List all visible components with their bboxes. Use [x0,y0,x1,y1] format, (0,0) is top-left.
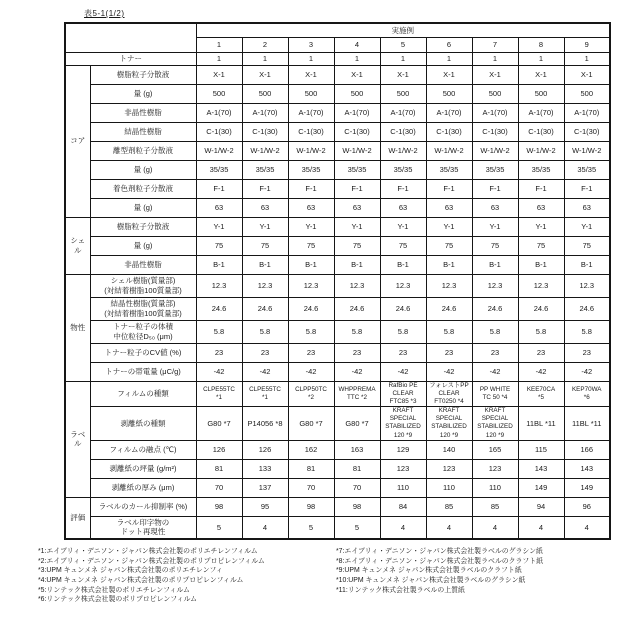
data-value: 11BL *11 [518,407,564,441]
row-label: トナーの帯電量 (μC/g) [90,362,196,381]
data-value: KEE70CA *5 [518,381,564,407]
column-number: 4 [334,37,380,52]
data-value: 5.8 [380,320,426,343]
table-row [65,343,610,362]
data-value: 35/35 [472,160,518,179]
group-label: 物性 [65,274,90,381]
row-label: 着色剤粒子分散液 [90,179,196,198]
data-value: 12.3 [242,274,288,297]
data-value: C-1(30) [242,122,288,141]
data-value: 70 [288,478,334,497]
column-number: 2 [242,37,288,52]
data-value: F-1 [334,179,380,198]
data-value: -42 [334,362,380,381]
data-value: 11BL *11 [564,407,610,441]
data-value: 63 [518,198,564,217]
data-value: 24.6 [518,297,564,320]
data-value: 63 [334,198,380,217]
row-label: フィルムの種類 [90,381,196,407]
data-value: A-1(70) [242,103,288,122]
data-value: KRAFT SPECIAL STABILIZED 120 *9 [472,407,518,441]
data-value: F-1 [564,179,610,198]
data-value: -42 [288,362,334,381]
footnote: *2:エイブリィ・デニソン・ジャパン株式会社製のポリプロピレンフィルム [38,557,265,565]
experiment-header: 実施例 [196,23,610,37]
data-value: 23 [564,343,610,362]
footnote: *11:リンテック株式会社製ラベルの上質紙 [336,586,465,594]
row-label: 離型剤粒子分散液 [90,141,196,160]
data-value: 63 [472,198,518,217]
data-value: -42 [426,362,472,381]
data-value: 115 [518,440,564,459]
data-value: F-1 [472,179,518,198]
row-label: トナー粒子のCV値 (%) [90,343,196,362]
data-value: P14056 *8 [242,407,288,441]
data-value: 166 [564,440,610,459]
data-value: W-1/W-2 [518,141,564,160]
table-row [65,381,610,407]
data-value: 63 [564,198,610,217]
patent-table [64,22,611,540]
data-value: 75 [196,236,242,255]
data-value: 35/35 [242,160,288,179]
data-value: 110 [472,478,518,497]
footnote: *6:リンテック株式会社製のポリプロピレンフィルム [38,596,198,604]
data-value: Y-1 [196,217,242,236]
data-value: W-1/W-2 [242,141,288,160]
data-value: 35/35 [564,160,610,179]
data-value: -42 [196,362,242,381]
table-row [65,516,610,539]
data-value: F-1 [380,179,426,198]
data-value: 500 [564,84,610,103]
corner-cell [65,23,196,52]
table-title: 表5-1(1/2) [84,9,125,18]
data-value: 95 [242,497,288,516]
data-value: 110 [380,478,426,497]
data-value: 70 [334,478,380,497]
data-value: 143 [518,459,564,478]
data-value: 63 [426,198,472,217]
table-row [65,23,610,37]
data-value: 500 [288,84,334,103]
data-value: 149 [518,478,564,497]
data-value: C-1(30) [288,122,334,141]
data-value: 123 [426,459,472,478]
data-value: 500 [380,84,426,103]
data-value: 35/35 [380,160,426,179]
data-value: X-1 [426,65,472,84]
data-value: B-1 [334,255,380,274]
data-value: 81 [334,459,380,478]
data-value: 500 [426,84,472,103]
data-value: 12.3 [380,274,426,297]
data-value: 85 [426,497,472,516]
data-value: 12.3 [472,274,518,297]
row-label: 非晶性樹脂 [90,255,196,274]
table-body [65,23,610,539]
toner-value: 1 [196,52,242,65]
data-value: KRAFT SPECIAL STABILIZED 120 *9 [426,407,472,441]
data-value: 24.6 [288,297,334,320]
table-row [65,103,610,122]
data-value: 75 [288,236,334,255]
data-value: KEP70WA *6 [564,381,610,407]
data-value: 35/35 [196,160,242,179]
data-value: 35/35 [518,160,564,179]
data-value: 126 [196,440,242,459]
data-value: 143 [564,459,610,478]
data-value: W-1/W-2 [564,141,610,160]
data-value: 75 [380,236,426,255]
data-value: X-1 [380,65,426,84]
data-value: C-1(30) [380,122,426,141]
table-row [65,236,610,255]
data-value: 75 [242,236,288,255]
data-value: 149 [564,478,610,497]
data-value: C-1(30) [564,122,610,141]
data-value: A-1(70) [518,103,564,122]
data-value: 23 [242,343,288,362]
data-value: 4 [564,516,610,539]
data-value: B-1 [472,255,518,274]
data-value: CLPE55TC *1 [196,381,242,407]
data-value: B-1 [518,255,564,274]
data-value: W-1/W-2 [380,141,426,160]
data-value: 23 [334,343,380,362]
data-value: A-1(70) [426,103,472,122]
table-row [65,497,610,516]
table-row [65,65,610,84]
data-value: F-1 [196,179,242,198]
data-value: 5.8 [196,320,242,343]
row-label: 非晶性樹脂 [90,103,196,122]
toner-value: 1 [426,52,472,65]
data-value: 500 [242,84,288,103]
data-value: 123 [472,459,518,478]
toner-value: 1 [380,52,426,65]
data-value: Y-1 [564,217,610,236]
data-value: 63 [288,198,334,217]
data-value: 165 [472,440,518,459]
toner-value: 1 [518,52,564,65]
table-row [65,407,610,441]
data-value: W-1/W-2 [334,141,380,160]
data-value: C-1(30) [518,122,564,141]
data-value: Y-1 [334,217,380,236]
table-row [65,362,610,381]
column-number: 5 [380,37,426,52]
data-value: A-1(70) [288,103,334,122]
row-label: 結晶性樹脂(質量部) (対結着樹脂100質量部) [90,297,196,320]
data-value: 23 [380,343,426,362]
data-value: 75 [472,236,518,255]
data-value: X-1 [334,65,380,84]
toner-value: 1 [472,52,518,65]
data-value: 163 [334,440,380,459]
data-value: PP WHITE TC 50 *4 [472,381,518,407]
data-value: W-1/W-2 [426,141,472,160]
column-number: 3 [288,37,334,52]
data-value: 140 [426,440,472,459]
data-value: 35/35 [426,160,472,179]
row-label: 量 (g) [90,236,196,255]
data-value: 35/35 [334,160,380,179]
toner-value: 1 [242,52,288,65]
table-row [65,52,610,65]
data-value: F-1 [426,179,472,198]
data-value: 24.6 [242,297,288,320]
footnotes-right [336,547,543,605]
data-value: F-1 [242,179,288,198]
toner-value: 1 [564,52,610,65]
table-row [65,84,610,103]
data-value: B-1 [196,255,242,274]
data-value: 24.6 [380,297,426,320]
data-value: 70 [196,478,242,497]
table-row [65,478,610,497]
group-label: シェル [65,217,90,274]
data-value: B-1 [380,255,426,274]
footnotes-left [38,547,326,605]
data-value: A-1(70) [472,103,518,122]
data-value: CLPP50TC *2 [288,381,334,407]
data-value: 24.6 [334,297,380,320]
data-value: -42 [242,362,288,381]
footnote: *1:エイブリィ・デニソン・ジャパン株式会社製のポリエチレンフィルム [38,548,258,556]
data-value: C-1(30) [196,122,242,141]
data-value: A-1(70) [380,103,426,122]
data-value: -42 [380,362,426,381]
group-label: ラベル [65,381,90,497]
data-value: Y-1 [426,217,472,236]
data-value: 4 [380,516,426,539]
table-row [65,179,610,198]
data-value: 12.3 [288,274,334,297]
data-value: X-1 [196,65,242,84]
data-value: W-1/W-2 [196,141,242,160]
data-value: A-1(70) [196,103,242,122]
data-value: F-1 [518,179,564,198]
row-label: 剥離紙の厚み (μm) [90,478,196,497]
data-value: -42 [518,362,564,381]
data-value: 94 [518,497,564,516]
data-value: 96 [564,497,610,516]
data-value: WHPPREMA TTC *2 [334,381,380,407]
data-value: W-1/W-2 [288,141,334,160]
data-value: 81 [196,459,242,478]
row-label: フィルムの融点 (℃) [90,440,196,459]
data-value: 5 [196,516,242,539]
data-value: G80 *7 [288,407,334,441]
data-value: 98 [288,497,334,516]
column-number: 7 [472,37,518,52]
footnote: *7:エイブリィ・デニソン・ジャパン株式会社製ラベルのグラシン紙 [336,548,543,556]
data-value: 63 [242,198,288,217]
data-value: B-1 [426,255,472,274]
row-label: 量 (g) [90,198,196,217]
data-value: 129 [380,440,426,459]
row-label: 樹脂粒子分散液 [90,217,196,236]
footnote: *10:UPM キュンメネ ジャパン株式会社製ラベルのグラシン紙 [336,576,526,584]
data-value: 5.8 [472,320,518,343]
table-row [65,440,610,459]
data-value: 23 [426,343,472,362]
data-value: 23 [472,343,518,362]
data-value: 133 [242,459,288,478]
data-value: X-1 [518,65,564,84]
row-label: シェル樹脂(質量部) (対結着樹脂100質量部) [90,274,196,297]
row-label-toner: トナー [65,52,196,65]
data-value: -42 [472,362,518,381]
data-value: X-1 [472,65,518,84]
data-value: 75 [426,236,472,255]
table-row [65,141,610,160]
table-row [65,459,610,478]
table-row [65,320,610,343]
data-value: 63 [196,198,242,217]
data-value: C-1(30) [334,122,380,141]
data-value: 24.6 [426,297,472,320]
data-value: X-1 [242,65,288,84]
data-value: B-1 [564,255,610,274]
data-value: Y-1 [472,217,518,236]
table-row [65,160,610,179]
column-number: 9 [564,37,610,52]
table-row [65,255,610,274]
data-value: -42 [564,362,610,381]
data-value: 500 [472,84,518,103]
data-value: 98 [334,497,380,516]
data-value: 24.6 [472,297,518,320]
data-value: B-1 [242,255,288,274]
toner-value: 1 [334,52,380,65]
data-value: 23 [288,343,334,362]
data-value: 500 [196,84,242,103]
data-value: 5 [288,516,334,539]
data-value: 5.8 [564,320,610,343]
data-value: 4 [242,516,288,539]
data-value: 4 [472,516,518,539]
toner-value: 1 [288,52,334,65]
column-number: 8 [518,37,564,52]
data-value: 5.8 [288,320,334,343]
data-value: フォレストPP CLEAR FT0250 *4 [426,381,472,407]
data-value: G80 *7 [196,407,242,441]
footnote: *4:UPM キュンメネ ジャパン株式会社製のポリプロピレンフィルム [38,576,244,584]
group-label: コア [65,65,90,217]
data-value: KRAFT SPECIAL STABILIZED 120 *9 [380,407,426,441]
data-value: 12.3 [426,274,472,297]
data-value: 5.8 [334,320,380,343]
data-value: 5.8 [518,320,564,343]
column-number: 1 [196,37,242,52]
data-value: X-1 [288,65,334,84]
row-label: ラベル印字物の ドット再現性 [90,516,196,539]
data-value: 12.3 [518,274,564,297]
footnote: *3:UPM キュンメネ ジャパン株式会社製のポリエチレンフィ [38,567,223,575]
data-value: 81 [288,459,334,478]
data-value: RafBio PE CLEAR FTC85 *3 [380,381,426,407]
data-value: 137 [242,478,288,497]
data-value: 12.3 [564,274,610,297]
data-value: 123 [380,459,426,478]
data-value: Y-1 [242,217,288,236]
row-label: 量 (g) [90,84,196,103]
row-label: 樹脂粒子分散液 [90,65,196,84]
data-value: 75 [334,236,380,255]
table-row [65,274,610,297]
data-value: 110 [426,478,472,497]
data-value: 500 [334,84,380,103]
data-value: 500 [518,84,564,103]
table-row [65,217,610,236]
data-value: C-1(30) [426,122,472,141]
data-value: 126 [242,440,288,459]
data-value: 84 [380,497,426,516]
data-value: G80 *7 [334,407,380,441]
data-value: C-1(30) [472,122,518,141]
data-value: 63 [380,198,426,217]
row-label: 剥離紙の種類 [90,407,196,441]
group-label: 評価 [65,497,90,539]
data-value: 4 [426,516,472,539]
data-value: 24.6 [196,297,242,320]
data-value: 23 [196,343,242,362]
data-value: 98 [196,497,242,516]
data-value: 23 [518,343,564,362]
row-label: トナー粒子の体積 中位粒径D₅₀ (μm) [90,320,196,343]
data-value: 5 [334,516,380,539]
data-value: 5.8 [242,320,288,343]
data-value: Y-1 [518,217,564,236]
column-number: 6 [426,37,472,52]
data-value: CLPE55TC *1 [242,381,288,407]
table-row [65,198,610,217]
data-value: 12.3 [196,274,242,297]
data-value: Y-1 [380,217,426,236]
data-value: 24.6 [564,297,610,320]
footnote: *8:エイブリィ・デニソン・ジャパン株式会社製ラベルのクラフト紙 [336,557,544,565]
data-value: 5.8 [426,320,472,343]
footnotes [38,547,640,605]
data-value: 75 [518,236,564,255]
data-value: X-1 [564,65,610,84]
data-value: 4 [518,516,564,539]
table-row [65,297,610,320]
table-row [65,122,610,141]
footnote: *9:UPM キュンメネ ジャパン株式会社製ラベルのクラフト紙 [336,567,522,575]
data-value: A-1(70) [334,103,380,122]
data-value: B-1 [288,255,334,274]
row-label: ラベルのカール抑制率 (%) [90,497,196,516]
data-value: A-1(70) [564,103,610,122]
row-label: 結晶性樹脂 [90,122,196,141]
data-value: 12.3 [334,274,380,297]
row-label: 量 (g) [90,160,196,179]
data-value: F-1 [288,179,334,198]
data-value: Y-1 [288,217,334,236]
data-value: 85 [472,497,518,516]
row-label: 剥離紙の坪量 (g/m²) [90,459,196,478]
data-value: 162 [288,440,334,459]
data-value: W-1/W-2 [472,141,518,160]
data-value: 75 [564,236,610,255]
data-value: 35/35 [288,160,334,179]
footnote: *5:リンテック株式会社製のポリエチレンフィルム [38,586,190,594]
